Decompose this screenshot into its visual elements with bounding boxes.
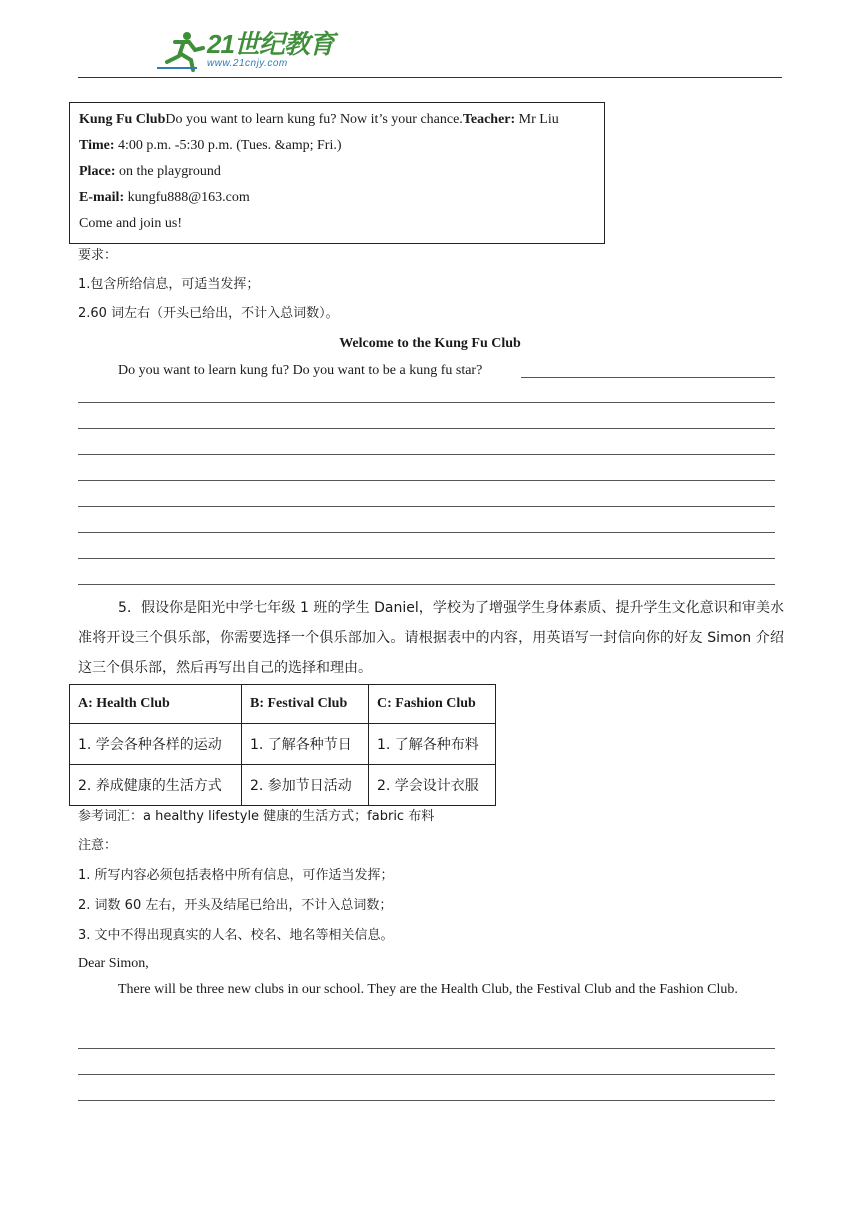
notice-place bbox=[79, 163, 221, 181]
place-label: Place: bbox=[79, 164, 116, 179]
table-cell: 2. 学会设计衣服 bbox=[369, 765, 496, 806]
answer-line bbox=[78, 428, 775, 429]
table-header-cell: B: Festival Club bbox=[242, 685, 369, 724]
requirement-item-2: 2.60 词左右（开头已给出，不计入总词数）。 bbox=[78, 306, 339, 321]
answer-line bbox=[78, 1100, 775, 1101]
logo-url: www.21cnjy.com bbox=[207, 58, 288, 69]
table-cell: 1. 了解各种节日 bbox=[242, 724, 369, 765]
notice-closing: Come and join us! bbox=[79, 216, 183, 231]
letter-opening: There will be three new clubs in our school. They are the Health Club, the Festival Club and the Fashion Club. bbox=[118, 982, 738, 997]
essay-title: Welcome to the Kung Fu Club bbox=[339, 336, 521, 351]
table-cell: 2. 参加节日活动 bbox=[242, 765, 369, 806]
table-cell: 1. 了解各种布料 bbox=[369, 724, 496, 765]
time-label: Time: bbox=[79, 138, 115, 153]
table-cell: 1. 学会各种各样的运动 bbox=[70, 724, 242, 765]
teacher-label: Teacher: bbox=[462, 112, 516, 127]
table-row bbox=[70, 724, 496, 765]
table-header-cell: A: Health Club bbox=[70, 685, 242, 724]
note-item-1: 1. 所写内容必须包括表格中所有信息，可作适当发挥； bbox=[78, 868, 394, 883]
answer-line bbox=[78, 1074, 775, 1075]
notice-time bbox=[79, 137, 342, 155]
notice-email bbox=[79, 189, 250, 207]
note-item-2: 2. 词数 60 左右，开头及结尾已给出，不计入总词数； bbox=[78, 898, 393, 913]
logo-text: 21世纪教育 bbox=[207, 29, 334, 59]
answer-line bbox=[78, 480, 775, 481]
notes-heading: 注意： bbox=[78, 838, 118, 853]
table-header-cell: C: Fashion Club bbox=[369, 685, 496, 724]
answer-line bbox=[78, 532, 775, 533]
answer-line bbox=[521, 377, 775, 378]
letter-salutation: Dear Simon, bbox=[78, 956, 149, 971]
answer-line bbox=[78, 506, 775, 507]
teacher-value: Mr Liu bbox=[515, 112, 559, 127]
table-row bbox=[70, 765, 496, 806]
requirement-item-1: 1.包含所给信息，可适当发挥； bbox=[78, 277, 260, 292]
email-label: E-mail: bbox=[79, 190, 125, 205]
club-table bbox=[69, 684, 496, 806]
vocab-note: 参考词汇：a healthy lifestyle 健康的生活方式；fabric 布料 bbox=[78, 809, 435, 824]
answer-line bbox=[78, 584, 775, 585]
answer-line bbox=[78, 454, 775, 455]
notice-line-1 bbox=[79, 111, 559, 129]
time-value: 4:00 p.m. -5:30 p.m. (Tues. &amp; Fri.) bbox=[114, 138, 342, 153]
answer-line bbox=[78, 558, 775, 559]
answer-line bbox=[78, 402, 775, 403]
note-item-3: 3. 文中不得出现真实的人名、校名、地名等相关信息。 bbox=[78, 928, 394, 943]
header-divider bbox=[78, 77, 782, 78]
table-header-row bbox=[70, 685, 496, 724]
place-value: on the playground bbox=[115, 164, 221, 179]
requirements-heading: 要求： bbox=[78, 248, 118, 263]
email-value: kungfu888@163.com bbox=[124, 190, 250, 205]
table-cell: 2. 养成健康的生活方式 bbox=[70, 765, 242, 806]
club-name: Kung Fu Club bbox=[79, 112, 166, 127]
essay-opening: Do you want to learn kung fu? Do you want to be a kung fu star? bbox=[118, 363, 483, 378]
kung-fu-club-notice bbox=[69, 102, 605, 244]
question-5-prompt: 5．假设你是阳光中学七年级 1 班的学生 Daniel，学校为了增强学生身体素质、提升学生文化意识和审美水准将开设三个俱乐部，你需要选择一个俱乐部加入。请根据表中的内容，用英语写一封信向你的好友 Simon 介绍这三个俱乐部，然后再写出自己的选择和理由。 bbox=[78, 600, 784, 676]
answer-line bbox=[78, 1048, 775, 1049]
club-slogan: Do you want to learn kung fu? Now it’s your chance. bbox=[165, 112, 463, 127]
